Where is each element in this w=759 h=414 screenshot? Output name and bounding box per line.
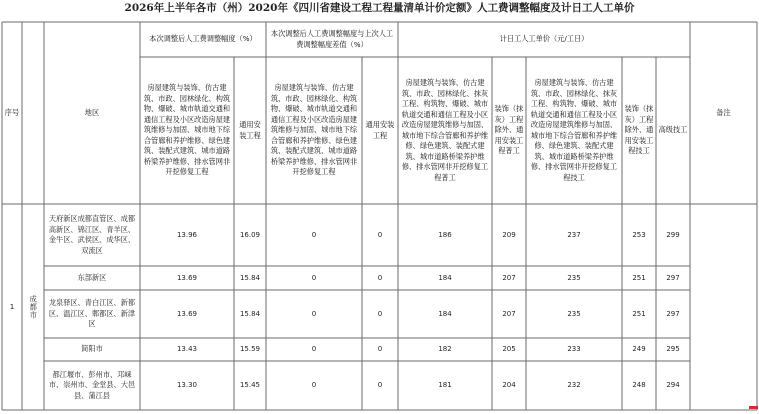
adj-install-cell: 15.59 — [239, 345, 261, 354]
adj-install-cell: 15.45 — [239, 381, 261, 390]
skilled-rate-cell: 232 — [567, 381, 581, 390]
install-general-rate-cell: 209 — [502, 230, 516, 239]
skilled-rate-cell: 233 — [567, 345, 581, 354]
senior-rate-cell: 297 — [666, 309, 680, 318]
region-cell: 东部新区 — [77, 272, 107, 282]
city-cell: 成都市 — [29, 294, 39, 320]
region-cell: 天府新区成都直管区、成都高新区、锦江区、青羊区、金牛区、武侯区、成华区、双流区 — [48, 214, 136, 255]
skilled-labor-header: 房屋建筑与装饰、仿古建筑、市政、园林绿化、抹灰工程、构筑物、爆破、城市轨道交通和通信工程及小区改造房屋建筑维修与加固、城市地下综合管廊和养护维修、绿色建筑、装配式建筑、城市道路桥梁养护维修、排水管网非开挖修复工程技工 — [530, 78, 618, 182]
install-skilled-rate-cell: 251 — [632, 273, 646, 282]
general-rate-cell: 182 — [438, 345, 452, 354]
install-general-header: 装饰（抹灰）工程除外、通用安装工程普工 — [494, 104, 524, 156]
adj-install-cell: 16.09 — [239, 230, 261, 239]
page-title: 2026年上半年各市（州）2020年《四川省建设工程工程量清单计价定额》人工费调整幅度及计日工人工单价 — [124, 2, 635, 14]
general-labor-header: 房屋建筑与装饰、仿古建筑、市政、园林绿化、抹灰工程、构筑物、爆破、城市轨道交通和通信工程及小区改造房屋建筑维修与加固、城市地下综合管廊和养护维修、绿色建筑、装配式建筑、城市道路桥梁养护维修、排水管网非开挖修复工程普工 — [401, 78, 489, 182]
senior-rate-cell: 299 — [666, 230, 680, 239]
skilled-rate-cell: 235 — [567, 273, 581, 282]
diff-install-cell: 0 — [377, 345, 383, 354]
install-general-rate-cell: 204 — [502, 381, 516, 390]
diff-cell: 0 — [311, 381, 317, 390]
general-rate-cell: 184 — [438, 309, 452, 318]
adj-diff-group-header: 本次调整后人工费调整幅度与上次人工费调整幅度差值（%） — [270, 29, 394, 49]
diff-install-cell: 0 — [377, 273, 383, 282]
diff-cell: 0 — [311, 230, 317, 239]
adj-pct-cell: 13.96 — [176, 230, 198, 239]
install-skilled-rate-cell: 251 — [632, 309, 646, 318]
region-cell: 都江堰市、彭州市、邛崃市、崇州市、金堂县、大邑县、蒲江县 — [48, 369, 136, 400]
adj-pct-group-header: 本次调整后人工费调整幅度（%） — [149, 34, 257, 44]
housing-pct-header: 房屋建筑与装饰、仿古建筑、市政、园林绿化、构筑物、爆破、城市轨道交通和通信工程及小区改造房屋建筑维修与加固、城市地下综合管廊和养护维修、绿色建筑、装配式建筑、城市道路桥梁养护维修、排水管网非开挖修复工程 — [143, 83, 231, 177]
notes-header: 备注 — [716, 107, 731, 117]
adj-pct-cell: 13.43 — [176, 345, 198, 354]
adj-pct-cell: 13.30 — [176, 381, 198, 390]
housing-diff-header: 房屋建筑与装饰、仿古建筑、市政、园林绿化、构筑物、爆破、城市轨道交通和通信工程及小区改造房屋建筑维修与加固、城市地下综合管廊和养护维修、绿色建筑、装配式建筑、城市道路桥梁养护维修、排水管网非开挖修复工程 — [270, 83, 358, 177]
general-rate-cell: 186 — [438, 230, 452, 239]
seq-header: 序号 — [4, 107, 20, 117]
skilled-rate-cell: 237 — [567, 230, 581, 239]
senior-rate-cell: 295 — [666, 345, 680, 354]
install-pct-header: 通用安装工程 — [239, 120, 261, 140]
diff-install-cell: 0 — [377, 309, 383, 318]
install-skilled-rate-cell: 248 — [632, 381, 646, 390]
install-general-rate-cell: 207 — [502, 309, 516, 318]
install-skilled-rate-cell: 249 — [632, 345, 646, 354]
diff-cell: 0 — [311, 273, 317, 282]
seq-cell: 1 — [9, 301, 15, 311]
install-skilled-rate-cell: 253 — [632, 230, 646, 239]
region-cell: 简阳市 — [81, 344, 103, 354]
diff-cell: 0 — [311, 345, 317, 354]
adj-install-cell: 15.84 — [239, 273, 261, 282]
install-general-rate-cell: 205 — [502, 345, 516, 354]
install-general-rate-cell: 207 — [502, 273, 516, 282]
general-rate-cell: 181 — [438, 381, 452, 390]
diff-cell: 0 — [311, 309, 317, 318]
corner-marker — [749, 406, 758, 409]
day-rate-group-header: 计日工人工单价（元/工日） — [499, 34, 589, 44]
install-skilled-header: 装饰（抹灰）工程除外、通用安装工程技工 — [624, 104, 654, 156]
senior-rate-cell: 297 — [666, 273, 680, 282]
adj-install-cell: 15.84 — [239, 309, 261, 318]
region-cell: 龙泉驿区、青白江区、新都区、温江区、郫都区、新津区 — [48, 298, 136, 329]
diff-install-cell: 0 — [377, 230, 383, 239]
region-header: 地区 — [84, 107, 100, 117]
general-rate-cell: 184 — [438, 273, 452, 282]
senior-tech-header: 高级技工 — [658, 125, 688, 135]
adj-pct-cell: 13.69 — [176, 273, 198, 282]
senior-rate-cell: 294 — [666, 381, 680, 390]
diff-install-cell: 0 — [377, 381, 383, 390]
skilled-rate-cell: 235 — [567, 309, 581, 318]
adj-pct-cell: 13.69 — [176, 309, 198, 318]
install-diff-header: 通用安装工程 — [365, 120, 395, 140]
